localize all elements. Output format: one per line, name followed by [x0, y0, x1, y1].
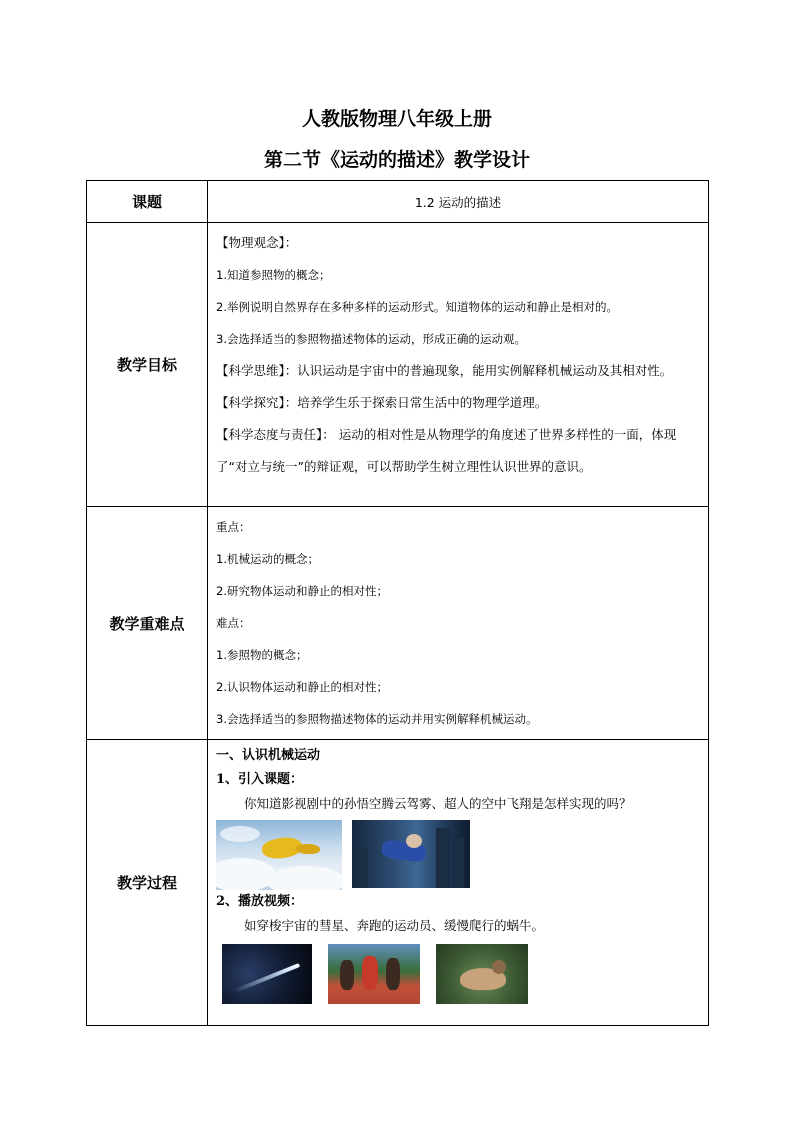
- objectives-label: 教学目标: [87, 223, 208, 507]
- runners-image: [328, 944, 420, 1004]
- key-point-line: 1.机械运动的概念；: [216, 552, 319, 566]
- objective-line: 2.举例说明自然界存在多种多样的运动形式。知道物体的运动和静止是相对的。: [216, 300, 618, 314]
- key-points-content: [208, 507, 709, 740]
- topic-label: 课题: [87, 181, 208, 223]
- table-row: [87, 740, 709, 1026]
- objective-line: 【科学探究】：培养学生乐于探索日常生活中的物理学道理。: [216, 395, 548, 410]
- superman-image: [352, 820, 470, 888]
- step2-heading: 2、播放视频：: [216, 894, 304, 909]
- video-image-row: [216, 938, 702, 1008]
- key-points-label: 教学重难点: [87, 507, 208, 740]
- step1-heading: 1、引入课题：: [216, 772, 304, 787]
- objective-line: 3.会选择适当的参照物描述物体的运动，形成正确的运动观。: [216, 332, 526, 346]
- lesson-plan-table: [86, 180, 709, 1026]
- intro-image-row: [216, 816, 702, 890]
- key-point-line: 重点：: [216, 520, 251, 534]
- table-row: [87, 181, 709, 223]
- table-row: [87, 223, 709, 507]
- objectives-content: [208, 223, 709, 507]
- key-point-line: 1.参照物的概念；: [216, 648, 308, 662]
- section-heading: 一、认识机械运动: [216, 748, 321, 763]
- objective-line: 1.知道参照物的概念；: [216, 268, 331, 282]
- document-subtitle: 第二节《运动的描述》教学设计: [263, 149, 530, 171]
- objective-line: 【科学思维】：认识运动是宇宙中的普遍现象，能用实例解释机械运动及其相对性。: [216, 363, 673, 378]
- topic-value: 1.2 运动的描述: [208, 181, 709, 223]
- monkey-king-image: [216, 820, 342, 890]
- process-content: [208, 740, 709, 1026]
- key-point-line: 2.认识物体运动和静止的相对性；: [216, 680, 388, 694]
- step2-text: 如穿梭宇宙的彗星、奔跑的运动员、缓慢爬行的蜗牛。: [244, 918, 545, 933]
- objective-line: 【科学态度与责任】： 运动的相对性是从物理学的角度述了世界多样性的一面，体现了“对立与统一”的辩证观，可以帮助学生树立理性认识世界的意识。: [216, 427, 677, 474]
- document-title: 人教版物理八年级上册: [301, 108, 492, 130]
- table-row: [87, 507, 709, 740]
- key-point-line: 3.会选择适当的参照物描述物体的运动并用实例解释机械运动。: [216, 712, 538, 726]
- key-point-line: 2.研究物体运动和静止的相对性；: [216, 584, 388, 598]
- step1-text: 你知道影视剧中的孙悟空腾云驾雾、超人的空中飞翔是怎样实现的吗？: [244, 796, 632, 811]
- process-label: 教学过程: [87, 740, 208, 1026]
- objective-line: 【物理观念】：: [216, 235, 298, 250]
- comet-image: [222, 944, 312, 1004]
- key-point-line: 难点：: [216, 616, 251, 630]
- snail-image: [436, 944, 528, 1004]
